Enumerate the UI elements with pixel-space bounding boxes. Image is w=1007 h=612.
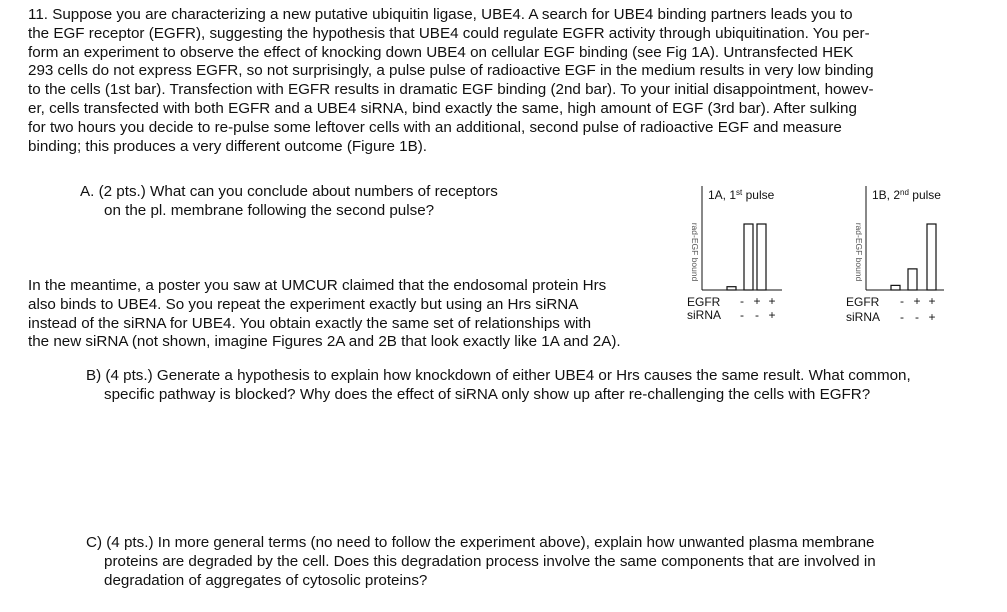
- question-c-line: proteins are degraded by the cell. Does this degradation process involve the same components that are involved in: [104, 553, 876, 570]
- meanwhile-line: In the meantime, a poster you saw at UMCUR claimed that the endosomal protein Hrs: [28, 277, 607, 294]
- question-a: [80, 182, 498, 220]
- meanwhile-paragraph: [28, 277, 621, 352]
- question-c: [86, 533, 876, 590]
- figure-1a-bars: [727, 224, 766, 290]
- figure-1a-bar: [744, 224, 753, 290]
- intro-line: 293 cells do not express EGFR, so not surprisingly, a pulse pulse of radioactive EGF in the medium results in very low binding: [28, 62, 874, 80]
- figure-1a-sirna-label: siRNA: [687, 308, 722, 322]
- figure-1b-bar: [891, 285, 900, 290]
- question-a-line: A. (2 pts.) What can you conclude about numbers of receptors: [80, 183, 498, 200]
- figure-1b-sirna-mark: +: [928, 310, 936, 324]
- intro-line: for two hours you decide to re-pulse some leftover cells with an additional, second pulse of radioactive EGF and measure: [28, 118, 842, 136]
- figure-1b-bar: [927, 224, 936, 290]
- figure-1a-egfr-mark: +: [768, 294, 776, 308]
- intro-line: form an experiment to observe the effect of knocking down UBE4 on cellular EGF binding (see Fig 1A). Untransfected HEK: [28, 43, 854, 61]
- figure-1a-bar: [727, 287, 736, 290]
- meanwhile-line: instead of the siRNA for UBE4. You obtain exactly the same set of relationships with: [28, 314, 592, 332]
- figure-1a-sirna-mark: -: [740, 308, 744, 322]
- figure-1b-chart: [840, 184, 980, 324]
- figure-1a-egfr-label: EGFR: [687, 295, 721, 309]
- figure-1b-sirna-mark: -: [900, 310, 904, 324]
- figure-1b-egfr-mark: +: [913, 294, 921, 308]
- figure-1b-bar: [908, 269, 917, 290]
- question-c-line: degradation of aggregates of cytosolic proteins?: [104, 572, 428, 589]
- intro-line: 11. Suppose you are characterizing a new putative ubiquitin ligase, UBE4. A search for UBE4 binding partners leads you to: [28, 6, 853, 23]
- question-b-line: specific pathway is blocked? Why does the effect of siRNA only show up after re-challenging the cells with EGFR?: [104, 386, 871, 403]
- figure-1b-condition-marks: [900, 294, 936, 324]
- intro-line: binding; this produces a very different outcome (Figure 1B).: [28, 137, 428, 155]
- question-c-line: C) (4 pts.) In more general terms (no need to follow the experiment above), explain how unwanted plasma membrane: [86, 534, 875, 551]
- figure-1a-egfr-mark: +: [753, 294, 761, 308]
- question-b: [86, 366, 911, 404]
- intro-line: the EGF receptor (EGFR), suggesting the hypothesis that UBE4 could regulate EGFR activity through ubiquitination. You per-: [28, 24, 870, 42]
- meanwhile-line: also binds to UBE4. So you repeat the experiment exactly but using an Hrs siRNA: [28, 295, 579, 313]
- question-b-line: B) (4 pts.) Generate a hypothesis to explain how knockdown of either UBE4 or Hrs causes the same result. What common,: [86, 367, 911, 384]
- figure-1b-egfr-mark: -: [900, 294, 904, 308]
- meanwhile-line: the new siRNA (not shown, imagine Figures 2A and 2B that look exactly like 1A and 2A).: [28, 333, 621, 351]
- figure-1a-sirna-mark: -: [755, 308, 759, 322]
- question-a-line: on the pl. membrane following the second pulse?: [104, 202, 435, 219]
- figure-1b-ylabel: rad-EGF bound: [854, 222, 864, 282]
- figure-1a-sirna-mark: +: [768, 308, 776, 322]
- figure-1b-sirna-label: siRNA: [846, 310, 881, 324]
- figure-1b-title: 1B, 2nd pulse: [872, 188, 941, 202]
- figure-1a-egfr-mark: -: [740, 294, 744, 308]
- figure-1a-condition-marks: [740, 294, 776, 322]
- figure-1b-egfr-mark: +: [928, 294, 936, 308]
- figure-1b-bars: [891, 224, 936, 290]
- figure-1a-chart: [680, 184, 820, 324]
- intro-line: er, cells transfected with both EGFR and a UBE4 siRNA, bind exactly the same, high amount of EGF (3rd bar). After sulking: [28, 99, 857, 117]
- figure-1a-title: 1A, 1st pulse: [708, 188, 775, 202]
- figure-1b-sirna-mark: -: [915, 310, 919, 324]
- figure-1b-egfr-label: EGFR: [846, 295, 880, 309]
- intro-line: to the cells (1st bar). Transfection with EGFR results in dramatic EGF binding (2nd bar). To your initial disappointment, howev-: [28, 81, 874, 99]
- figure-1a-bar: [757, 224, 766, 290]
- question-11-intro: [28, 6, 874, 156]
- figure-1a-ylabel: rad-EGF bound: [690, 222, 700, 282]
